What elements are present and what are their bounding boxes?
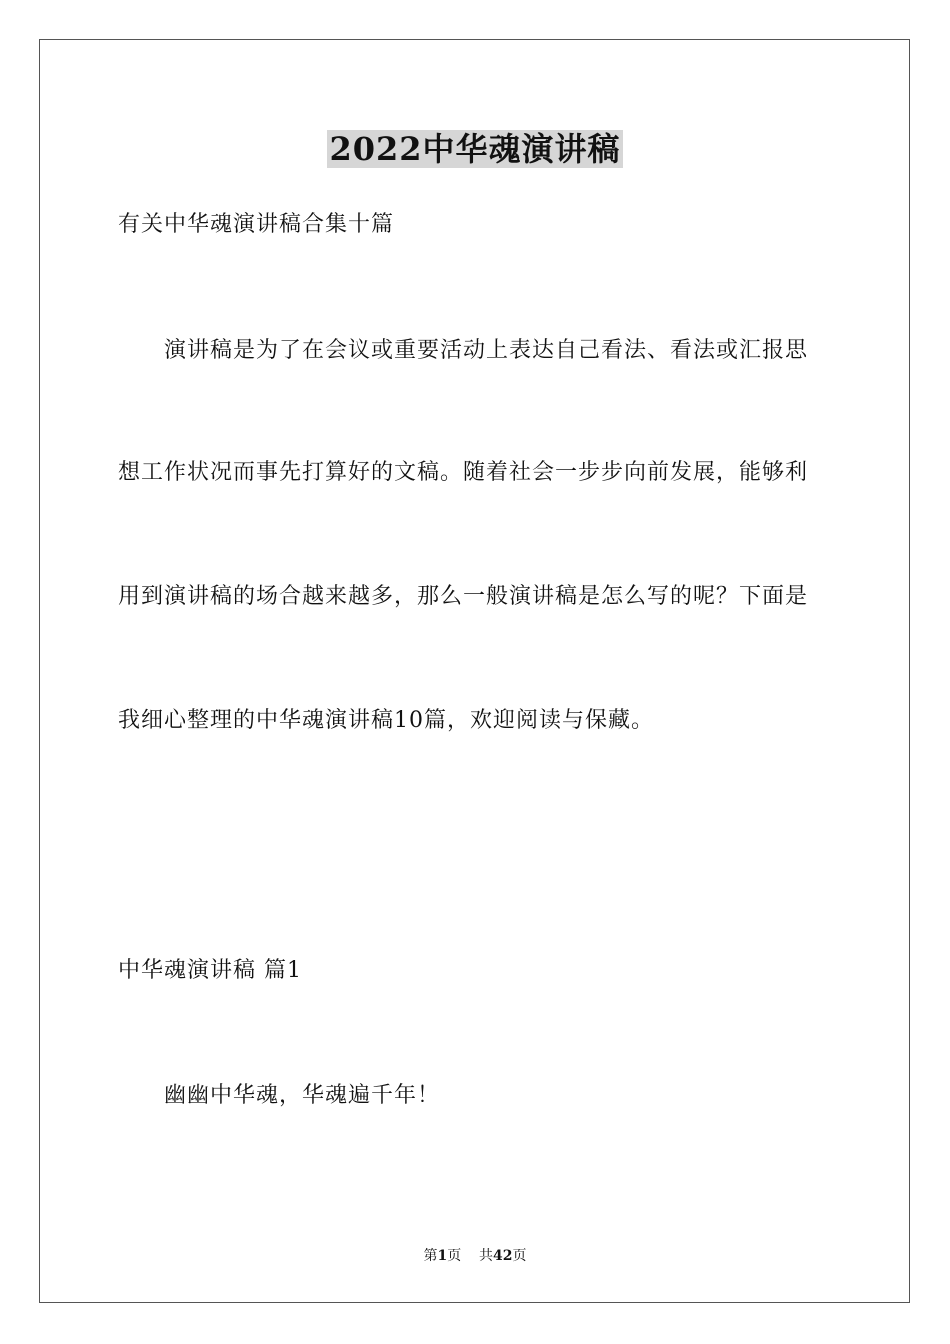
intro-paragraph-line: 我细心整理的中华魂演讲稿10篇，欢迎阅读与保藏。 [118,708,654,733]
footer-total-pages: 42 [493,1248,513,1264]
footer-page-number: 1 [437,1248,448,1264]
footer-page-suffix: 页 [447,1248,462,1264]
document-title [0,126,950,172]
section-heading: 中华魂演讲稿 篇1 [118,958,302,983]
footer-total-prefix: 共 [479,1248,494,1264]
footer-page-prefix: 第 [423,1248,438,1264]
footer-total-suffix: 页 [512,1248,527,1264]
document-subtitle: 有关中华魂演讲稿合集十篇 [118,212,395,237]
intro-paragraph-line: 演讲稿是为了在会议或重要活动上表达自己看法、看法或汇报思 [164,338,809,363]
intro-paragraph-line: 用到演讲稿的场合越来越多，那么一般演讲稿是怎么写的呢？下面是 [118,584,809,609]
document-title-text: 2022中华魂演讲稿 [329,130,621,168]
page-footer [0,1246,950,1266]
intro-paragraph-line: 想工作状况而事先打算好的文稿。随着社会一步步向前发展，能够利 [118,460,809,485]
section-first-line: 幽幽中华魂，华魂遍千年！ [164,1083,441,1108]
